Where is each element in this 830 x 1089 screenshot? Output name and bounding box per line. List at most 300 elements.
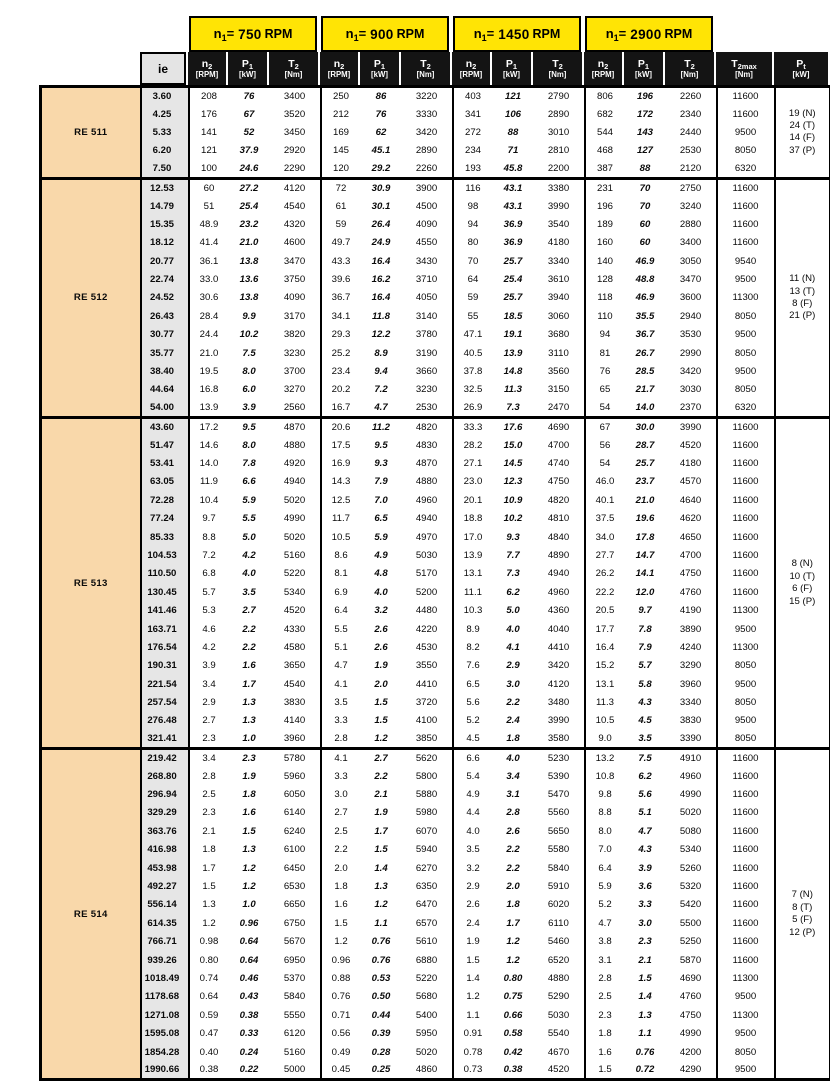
t2-value-cell: 4970 <box>415 531 438 543</box>
t2-value-cell: 4920 <box>283 458 306 469</box>
p1-value-cell: 29.2 <box>371 163 391 174</box>
p1-value-cell: 30.1 <box>371 200 391 212</box>
n2-value-cell: 2.9 <box>189 693 229 711</box>
t2-value-cell: 5160 <box>283 549 306 561</box>
t2max-value-cell: 11300 <box>717 601 775 619</box>
t2-value-cell: 4940 <box>283 476 306 488</box>
t2-value-cell: 3580 <box>547 733 570 745</box>
gear-ratio-cell: 15.35 <box>141 215 189 233</box>
table-row <box>41 105 830 123</box>
p1-value-cell: 25.4 <box>239 200 259 212</box>
n2-value-cell: 33.0 <box>189 270 229 288</box>
gear-ratio-cell: 221.54 <box>141 675 189 693</box>
t2-value-cell: 5340 <box>283 586 306 598</box>
t2max-value-cell: 11600 <box>717 932 775 950</box>
n2-value-cell: 145 <box>321 142 361 160</box>
p1-value-cell: 2.7 <box>361 749 402 767</box>
n2-value-cell: 8.9 <box>453 620 493 638</box>
p1-value-cell: 1.0 <box>242 733 256 745</box>
t2-value-cell: 4090 <box>283 292 306 304</box>
t2-value-cell: 4620 <box>679 513 702 525</box>
n2-value-cell: 43.3 <box>321 252 361 270</box>
t2-value-cell: 2920 <box>283 145 306 157</box>
gear-ratio-cell: 77.24 <box>141 509 189 527</box>
n2-value-cell: 47.1 <box>453 326 493 344</box>
n2-value-cell: 141 <box>189 123 229 141</box>
spec-table-body <box>41 87 830 1080</box>
t2-value-cell: 4880 <box>283 439 306 451</box>
speed-value: 2900 <box>630 26 662 42</box>
p1-value-cell: 76 <box>375 108 387 120</box>
t2-value-cell: 5020 <box>283 494 306 506</box>
t2-value-cell: 3850 <box>415 733 438 745</box>
p1-value-cell: 0.44 <box>371 1009 391 1021</box>
p1-value-cell: 7.5 <box>242 347 256 359</box>
p1-value-cell: 1.2 <box>506 954 520 966</box>
p1-value-cell: 7.8 <box>242 458 256 469</box>
t2max-value-cell: 9500 <box>717 712 775 730</box>
p1-value-cell: 2.2 <box>374 770 388 782</box>
table-row <box>41 418 830 436</box>
n2-value-cell: 20.6 <box>321 418 361 436</box>
p1-value-cell: 3.0 <box>506 678 520 690</box>
table-row <box>41 914 830 932</box>
table-row <box>41 1024 830 1042</box>
gear-ratio-cell: 20.77 <box>141 252 189 270</box>
t2-value-cell: 3400 <box>270 87 321 105</box>
p1-value-cell: 3.0 <box>638 917 652 929</box>
t2-value-cell: 3830 <box>679 715 702 727</box>
t2-value-cell: 4990 <box>679 789 702 801</box>
t2-value-cell: 5420 <box>679 899 702 911</box>
table-row <box>41 859 830 877</box>
t2-value-cell: 3270 <box>283 384 306 396</box>
t2-value-cell: 5400 <box>415 1009 438 1021</box>
n2-value-cell: 7.0 <box>585 841 625 859</box>
p1-value-cell: 2.8 <box>506 807 520 819</box>
thermal-power-line: 12 (P) <box>789 926 816 938</box>
col-header-n2 <box>584 52 622 85</box>
t2max-value-cell: 6320 <box>717 399 775 417</box>
col-header-p1 <box>624 52 663 85</box>
gear-ratio-cell: 614.35 <box>141 914 189 932</box>
p1-value-cell: 0.24 <box>239 1046 259 1058</box>
p1-value-cell: 14.8 <box>503 366 523 378</box>
p1-value-cell: 19.6 <box>635 513 655 525</box>
t2-value-cell: 3960 <box>679 678 702 690</box>
p1-value-cell: 46.9 <box>635 255 655 267</box>
t2-value-cell: 4320 <box>283 218 306 230</box>
t2-value-cell: 5220 <box>283 568 306 580</box>
t2-value-cell: 4570 <box>679 476 702 488</box>
n2-value-cell: 6.4 <box>585 859 625 877</box>
p1-value-cell: 88 <box>639 163 651 174</box>
t2-value-cell: 3240 <box>679 200 702 212</box>
p1-value-cell: 4.0 <box>374 586 388 598</box>
n2-value-cell: 9.0 <box>585 730 625 748</box>
p1-value-cell: 1.5 <box>374 844 388 856</box>
n2-value-cell: 7.2 <box>189 546 229 564</box>
p1-value-cell: 28.7 <box>635 439 655 451</box>
gear-ratio-cell: 24.52 <box>141 289 189 307</box>
n2-value-cell: 403 <box>453 87 493 105</box>
table-row <box>41 454 830 472</box>
p1-value-cell: 30.9 <box>361 178 402 196</box>
n2-value-cell: 56 <box>585 436 625 454</box>
n2-value-cell: 2.5 <box>585 988 625 1006</box>
p1-value-cell: 5.7 <box>638 660 652 672</box>
t2-value-cell: 4520 <box>547 1064 570 1076</box>
n2-value-cell: 13.2 <box>585 749 625 767</box>
speed-value: 900 <box>370 26 394 42</box>
n2-value-cell: 140 <box>585 252 625 270</box>
thermal-power-line: 15 (P) <box>789 595 816 607</box>
table-row <box>41 712 830 730</box>
t2-value-cell: 4910 <box>666 749 717 767</box>
table-row <box>41 896 830 914</box>
p1-value-cell: 0.75 <box>503 991 523 1003</box>
p1-value-cell: 1.9 <box>374 660 388 672</box>
t2-value-cell: 4330 <box>283 623 306 635</box>
t2-value-cell: 3170 <box>283 310 306 322</box>
t2-value-cell: 4690 <box>679 972 702 984</box>
t2-value-cell: 6880 <box>415 954 438 966</box>
p1-value-cell: 25.7 <box>503 292 523 304</box>
p1-value-cell: 1.3 <box>242 844 256 856</box>
t2-value-cell: 2750 <box>666 178 717 196</box>
t2-value-cell: 4820 <box>402 418 453 436</box>
t2-value-cell: 3010 <box>547 126 570 138</box>
thermal-power-line: 37 (P) <box>789 144 816 156</box>
table-row <box>41 307 830 325</box>
n2-value-cell: 29.3 <box>321 326 361 344</box>
t2-value-cell: 4120 <box>270 178 321 196</box>
t2-value-cell: 3400 <box>679 237 702 249</box>
n2-value-cell: 0.40 <box>189 1043 229 1061</box>
p1-value-cell: 2.3 <box>229 749 270 767</box>
gear-ratio-cell: 141.46 <box>141 601 189 619</box>
t2-value-cell: 4750 <box>679 1009 702 1021</box>
n2-value-cell: 8.6 <box>321 546 361 564</box>
t2max-value-cell: 8050 <box>717 307 775 325</box>
t2-value-cell: 5670 <box>283 936 306 948</box>
n2-value-cell: 0.64 <box>189 988 229 1006</box>
p1-value-cell: 6.5 <box>374 513 388 525</box>
gear-ratio-cell: 110.50 <box>141 565 189 583</box>
p1-value-cell: 2.1 <box>638 954 652 966</box>
n2-value-cell: 1.8 <box>585 1024 625 1042</box>
t2-value-cell: 4190 <box>679 605 702 617</box>
n2-value-cell: 94 <box>585 326 625 344</box>
n2-value-cell: 3.1 <box>585 951 625 969</box>
p1-value-cell: 60 <box>639 237 651 249</box>
gear-ratio-cell: 416.98 <box>141 841 189 859</box>
t2-value-cell: 5960 <box>283 770 306 782</box>
t2-value-cell: 6450 <box>283 862 306 874</box>
t2-value-cell: 4600 <box>283 237 306 249</box>
t2max-value-cell: 11300 <box>717 969 775 987</box>
p1-value-cell: 5.9 <box>242 494 256 506</box>
p1-value-cell: 9.4 <box>374 366 388 378</box>
thermal-power-line: 24 (T) <box>789 120 816 131</box>
p1-value-cell: 9.3 <box>374 458 388 469</box>
n2-value-cell: 110 <box>585 307 625 325</box>
gear-ratio-cell: 12.53 <box>141 178 189 196</box>
p1-value-cell: 0.76 <box>371 936 391 948</box>
t2-value-cell: 5370 <box>283 972 306 984</box>
p1-value-cell: 3.9 <box>638 862 652 874</box>
p1-value-cell: 28.5 <box>635 366 655 378</box>
t2-value-cell: 6120 <box>283 1028 306 1040</box>
gear-ratio-cell: 1990.66 <box>141 1061 189 1079</box>
n2-value-cell: 387 <box>585 160 625 178</box>
p1-value-cell: 9.7 <box>638 605 652 617</box>
gear-ratio-cell: 1595.08 <box>141 1024 189 1042</box>
table-row <box>41 841 830 859</box>
t2-value-cell: 3330 <box>415 108 438 120</box>
p1-value-cell: 0.80 <box>503 972 523 984</box>
t2max-value-cell: 11600 <box>717 473 775 491</box>
gear-ratio-cell: 63.05 <box>141 473 189 491</box>
t2-value-cell: 5460 <box>547 936 570 948</box>
n2-value-cell: 14.3 <box>321 473 361 491</box>
p1-value-cell: 9.5 <box>229 418 270 436</box>
p1-value-cell: 48.8 <box>635 274 655 286</box>
p1-value-cell: 1.7 <box>242 678 256 690</box>
t2-value-cell: 6470 <box>415 899 438 911</box>
col-header-pt-symbol: $P_t$ <box>796 57 806 71</box>
table-row <box>41 749 830 767</box>
n2-value-cell: 55 <box>453 307 493 325</box>
t2-value-cell: 3060 <box>547 310 570 322</box>
t2-value-cell: 5080 <box>679 825 702 837</box>
t2max-value-cell: 11600 <box>717 509 775 527</box>
thermal-power-cell <box>775 178 830 417</box>
table-row <box>41 969 830 987</box>
gear-ratio-cell: 38.40 <box>141 362 189 380</box>
table-row <box>41 362 830 380</box>
t2-value-cell: 2560 <box>283 402 306 414</box>
gear-ratio-cell: 190.31 <box>141 657 189 675</box>
gear-ratio-cell: 72.28 <box>141 491 189 509</box>
p1-value-cell: 4.3 <box>638 844 652 856</box>
t2-value-cell: 3780 <box>415 329 438 341</box>
t2-value-cell: 5780 <box>270 749 321 767</box>
n2-value-cell: 4.6 <box>189 620 229 638</box>
p1-value-cell: 2.0 <box>374 678 388 690</box>
n2-value-cell: 98 <box>453 197 493 215</box>
t2-value-cell: 2810 <box>547 145 570 157</box>
t2-value-cell: 2880 <box>679 218 702 230</box>
t2max-value-cell: 11600 <box>717 105 775 123</box>
table-row <box>41 565 830 583</box>
p1-value-cell: 26.4 <box>371 218 391 230</box>
t2-value-cell: 3380 <box>534 178 585 196</box>
t2-value-cell: 5560 <box>547 807 570 819</box>
t2-value-cell: 5020 <box>415 1046 438 1058</box>
p1-value-cell: 7.8 <box>638 623 652 635</box>
n2-value-cell: 26.2 <box>585 565 625 583</box>
t2max-value-cell: 9500 <box>717 988 775 1006</box>
p1-value-cell: 1.5 <box>374 715 388 727</box>
p1-value-cell: 10.9 <box>503 494 523 506</box>
n2-value-cell: 1.5 <box>189 877 229 895</box>
p1-value-cell: 3.3 <box>638 899 652 911</box>
n2-value-cell: 0.45 <box>321 1061 361 1079</box>
p1-value-cell: 36.7 <box>635 329 655 341</box>
n2-value-cell: 33.3 <box>453 418 493 436</box>
table-row <box>41 87 830 105</box>
col-header-n2-symbol: $n_2$ <box>201 57 213 71</box>
n2-value-cell: 13.1 <box>453 565 493 583</box>
t2max-value-cell: 11300 <box>717 289 775 307</box>
n2-value-cell: 2.9 <box>453 877 493 895</box>
t2-value-cell: 3610 <box>547 274 570 286</box>
n2-value-cell: 6.9 <box>321 583 361 601</box>
t2-value-cell: 5000 <box>283 1064 306 1076</box>
table-row <box>41 178 830 196</box>
t2-value-cell: 3710 <box>415 274 438 286</box>
n2-value-cell: 32.5 <box>453 381 493 399</box>
n2-value-cell: 120 <box>321 160 361 178</box>
t2-value-cell: 3520 <box>283 108 306 120</box>
t2-value-cell: 3420 <box>679 366 702 378</box>
t2-value-cell: 4870 <box>270 418 321 436</box>
n2-value-cell: 28.2 <box>453 436 493 454</box>
thermal-power-line: 7 (N) <box>791 889 813 901</box>
table-row <box>41 583 830 601</box>
n2-value-cell: 682 <box>585 105 625 123</box>
t2max-value-cell: 11600 <box>717 914 775 932</box>
t2max-value-cell: 11600 <box>717 767 775 785</box>
p1-value-cell: 23.7 <box>635 476 655 488</box>
t2-value-cell: 3420 <box>547 660 570 672</box>
t2-value-cell: 3390 <box>679 733 702 745</box>
table-row <box>41 491 830 509</box>
thermal-power-line: 21 (P) <box>789 310 816 322</box>
t2max-value-cell: 9500 <box>717 326 775 344</box>
t2-value-cell: 4750 <box>547 476 570 488</box>
p1-value-cell: 11.8 <box>372 310 390 322</box>
col-header-n2-symbol: $n_2$ <box>465 57 477 71</box>
p1-value-cell: 106 <box>504 108 521 120</box>
n2-value-cell: 5.7 <box>189 583 229 601</box>
n2-value-cell: 0.49 <box>321 1043 361 1061</box>
p1-value-cell: 2.6 <box>374 641 388 653</box>
t2max-value-cell: 11600 <box>717 804 775 822</box>
t2-value-cell: 2530 <box>679 145 702 157</box>
t2-value-cell: 2370 <box>679 402 702 414</box>
p1-value-cell: 0.72 <box>635 1064 655 1076</box>
p1-value-cell: 5.0 <box>506 605 520 617</box>
table-row <box>41 289 830 307</box>
p1-value-cell: 2.2 <box>242 623 256 635</box>
n2-value-cell: 212 <box>321 105 361 123</box>
n2-value-cell: 208 <box>189 87 229 105</box>
n2-value-cell: 1.4 <box>453 969 493 987</box>
t2-value-cell: 6520 <box>547 954 570 966</box>
t2-value-cell: 4810 <box>547 513 570 525</box>
gear-ratio-cell: 1271.08 <box>141 1006 189 1024</box>
n2-value-cell: 7.6 <box>453 657 493 675</box>
t2-value-cell: 3230 <box>283 347 306 359</box>
n2-value-cell: 11.1 <box>453 583 493 601</box>
p1-value-cell: 27.2 <box>229 178 270 196</box>
n2-value-cell: 116 <box>453 178 493 196</box>
t2max-value-cell: 11600 <box>717 197 775 215</box>
n2-value-cell: 49.7 <box>321 234 361 252</box>
n2-value-cell: 250 <box>321 87 361 105</box>
n2-value-cell: 3.5 <box>453 841 493 859</box>
n2-value-cell: 94 <box>453 215 493 233</box>
gear-ratio-cell: 14.79 <box>141 197 189 215</box>
t2-value-cell: 5540 <box>547 1028 570 1040</box>
p1-value-cell: 10.2 <box>239 329 259 341</box>
table-row <box>41 1061 830 1079</box>
p1-value-cell: 0.64 <box>239 954 259 966</box>
t2max-value-cell: 11600 <box>717 491 775 509</box>
n2-value-cell: 2.5 <box>321 822 361 840</box>
t2-value-cell: 6570 <box>415 917 438 929</box>
column-header-row <box>39 52 829 85</box>
table-row <box>41 123 830 141</box>
n2-value-cell: 6.6 <box>453 749 493 767</box>
col-header-p1-unit: [kW] <box>239 69 256 79</box>
p1-value-cell: 12.2 <box>371 329 391 341</box>
t2-value-cell: 4740 <box>547 458 570 469</box>
col-header-p1-unit: [kW] <box>371 69 388 79</box>
p1-value-cell: 9.3 <box>506 531 520 543</box>
p1-value-cell: 0.76 <box>635 1046 655 1058</box>
t2-value-cell: 4480 <box>415 605 438 617</box>
n2-value-cell: 65 <box>585 381 625 399</box>
t2max-value-cell: 9500 <box>717 675 775 693</box>
n2-value-cell: 341 <box>453 105 493 123</box>
t2-value-cell: 4580 <box>283 641 306 653</box>
col-header-p1-symbol: $P_1$ <box>373 57 386 71</box>
n2-value-cell: 11.9 <box>189 473 229 491</box>
t2-value-cell: 4670 <box>547 1046 570 1058</box>
t2-value-cell: 3470 <box>283 255 306 267</box>
p1-value-cell: 7.3 <box>506 402 520 414</box>
p1-value-cell: 17.8 <box>635 531 655 543</box>
n2-value-cell: 2.4 <box>453 914 493 932</box>
table-row <box>41 601 830 619</box>
p1-value-cell: 25.4 <box>503 274 523 286</box>
col-header-p1-symbol: $P_1$ <box>241 57 254 71</box>
t2-value-cell: 3230 <box>415 384 438 396</box>
gear-ratio-cell: 163.71 <box>141 620 189 638</box>
n2-value-cell: 5.1 <box>321 638 361 656</box>
t2max-value-cell: 11300 <box>717 638 775 656</box>
n2-value-cell: 11.3 <box>585 693 625 711</box>
n2-value-cell: 18.8 <box>453 509 493 527</box>
p1-value-cell: 21.7 <box>635 384 655 396</box>
t2-value-cell: 4940 <box>547 568 570 580</box>
t2-value-cell: 5940 <box>415 844 438 856</box>
n2-value-cell: 1.2 <box>453 988 493 1006</box>
n2-value-cell: 23.0 <box>453 473 493 491</box>
p1-value-cell: 8.0 <box>242 366 256 378</box>
col-header-t2max-unit: [Nm] <box>735 69 753 79</box>
t2-value-cell: 3150 <box>547 384 570 396</box>
t2max-value-cell: 11600 <box>717 896 775 914</box>
p1-value-cell: 25.7 <box>503 255 523 267</box>
p1-value-cell: 1.2 <box>242 880 256 892</box>
table-row <box>41 270 830 288</box>
p1-value-cell: 2.2 <box>506 844 520 856</box>
p1-value-cell: 5.1 <box>638 807 652 819</box>
